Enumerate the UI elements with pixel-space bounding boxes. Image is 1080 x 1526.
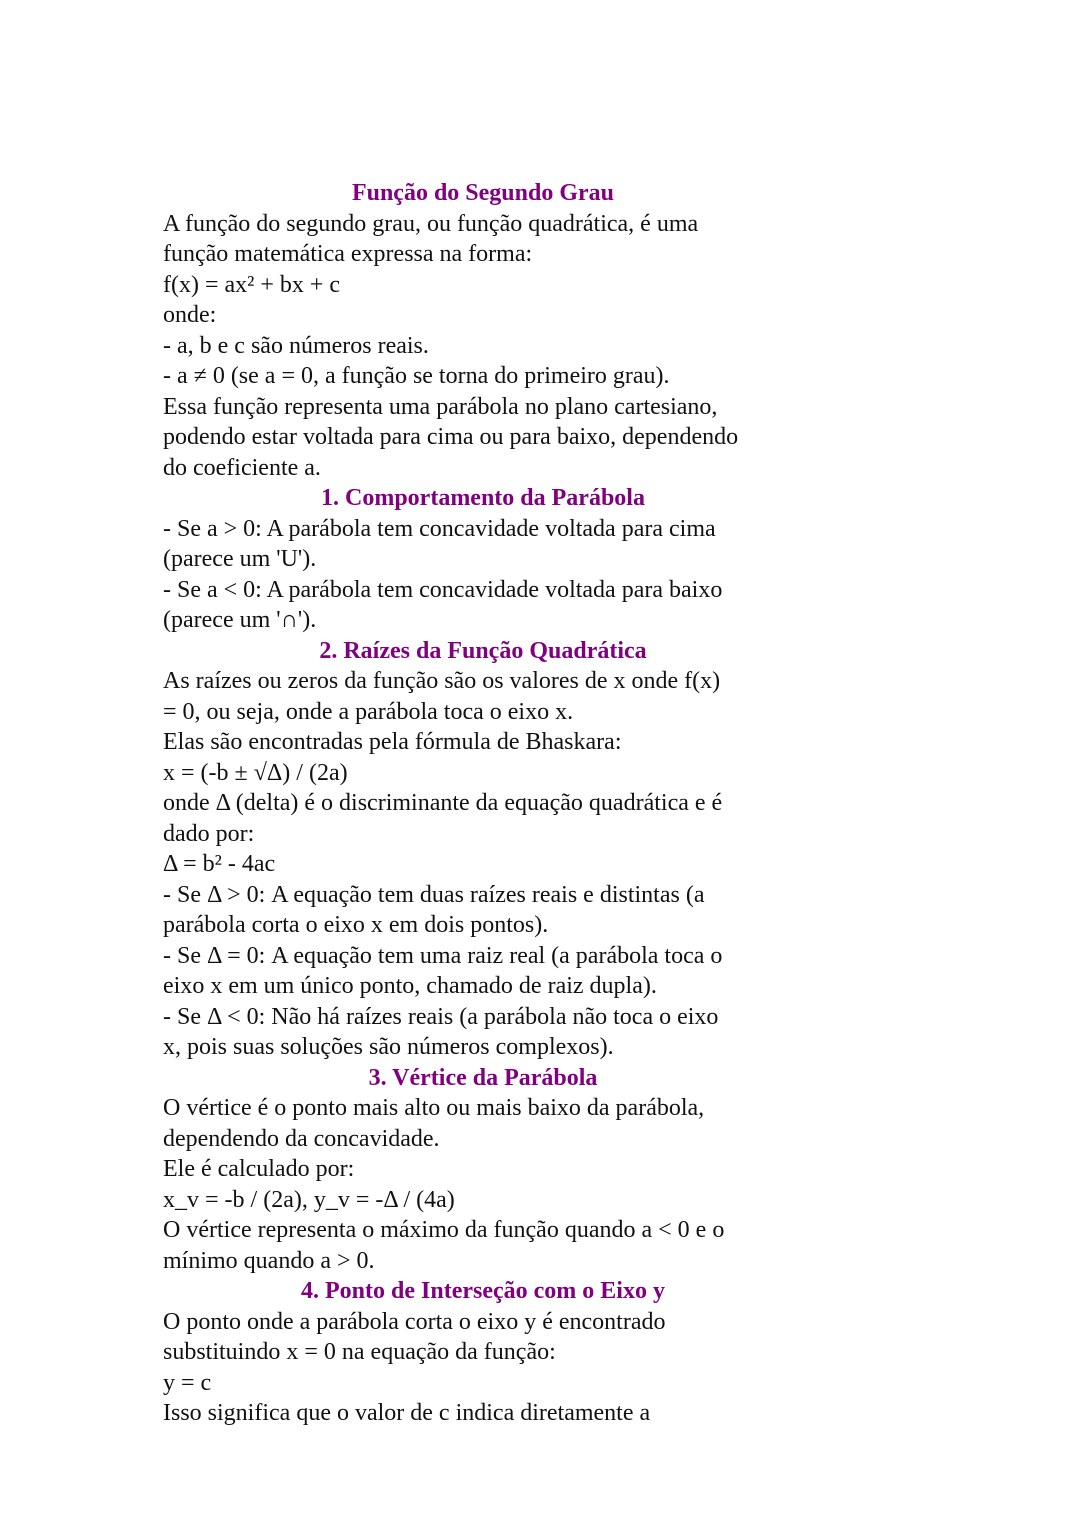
section-heading: 1. Comportamento da Parábola bbox=[321, 485, 645, 511]
text-line: (parece um 'U'). bbox=[163, 546, 317, 572]
text-line: onde: bbox=[163, 302, 217, 328]
formula-line: y = c bbox=[163, 1369, 212, 1396]
formula-line: Δ = b² - 4ac bbox=[163, 851, 276, 877]
section-heading: 3. Vértice da Parábola bbox=[368, 1064, 598, 1091]
text-line: - a ≠ 0 (se a = 0, a função se torna do primeiro grau). bbox=[163, 363, 670, 389]
intro-block bbox=[163, 209, 803, 484]
formula-line: f(x) = ax² + bx + c bbox=[163, 271, 341, 298]
text-line: Isso significa que o valor de c indica diretamente a bbox=[163, 1400, 651, 1426]
document-title: Função do Segundo Grau bbox=[351, 180, 615, 206]
text-line: O ponto onde a parábola corta o eixo y é encontrado bbox=[163, 1308, 666, 1335]
text-line: substituindo x = 0 na equação da função: bbox=[163, 1339, 556, 1365]
section-roots bbox=[163, 636, 803, 1063]
section-heading: 4. Ponto de Interseção com o Eixo y bbox=[301, 1278, 665, 1304]
text-line: onde Δ (delta) é o discriminante da equação quadrática e é bbox=[163, 790, 723, 816]
text-line: Ele é calculado por: bbox=[163, 1156, 355, 1182]
text-line: - a, b e c são números reais. bbox=[163, 332, 429, 359]
section-behavior bbox=[163, 483, 803, 636]
text-line: (parece um '∩'). bbox=[163, 607, 317, 633]
text-line: - Se Δ = 0: A equação tem uma raiz real (a parábola toca o bbox=[163, 942, 723, 969]
text-line: eixo x em um único ponto, chamado de raiz dupla). bbox=[163, 973, 657, 999]
text-line: parábola corta o eixo x em dois pontos). bbox=[163, 912, 549, 938]
text-line: função matemática expressa na forma: bbox=[163, 241, 533, 267]
text-line: dependendo da concavidade. bbox=[163, 1125, 440, 1152]
formula-line: x = (-b ± √Δ) / (2a) bbox=[163, 759, 348, 786]
text-line: - Se a < 0: A parábola tem concavidade voltada para baixo bbox=[163, 576, 723, 603]
text-line: podendo estar voltada para cima ou para baixo, dependendo bbox=[163, 424, 739, 450]
section-heading: 2. Raízes da Função Quadrática bbox=[319, 637, 647, 664]
text-line: Elas são encontradas pela fórmula de Bhaskara: bbox=[163, 729, 622, 755]
text-line: dado por: bbox=[163, 820, 255, 847]
section-vertex bbox=[163, 1063, 803, 1277]
text-line: A função do segundo grau, ou função quadrática, é uma bbox=[163, 210, 699, 237]
text-line: x, pois suas soluções são números complexos). bbox=[163, 1034, 614, 1060]
text-line: Essa função representa uma parábola no plano cartesiano, bbox=[163, 393, 718, 420]
text-line: - Se Δ < 0: Não há raízes reais (a parábola não toca o eixo bbox=[163, 1003, 719, 1030]
text-line: = 0, ou seja, onde a parábola toca o eixo x. bbox=[163, 698, 574, 725]
text-line: - Se Δ > 0: A equação tem duas raízes reais e distintas (a bbox=[163, 881, 705, 908]
document-page bbox=[163, 178, 803, 1429]
text-line: As raízes ou zeros da função são os valores de x onde f(x) bbox=[163, 668, 721, 694]
text-line: O vértice representa o máximo da função quando a < 0 e o bbox=[163, 1217, 725, 1243]
text-line: - Se a > 0: A parábola tem concavidade voltada para cima bbox=[163, 515, 716, 542]
text-line: mínimo quando a > 0. bbox=[163, 1247, 375, 1274]
text-line: do coeficiente a. bbox=[163, 454, 321, 481]
formula-line: x_v = -b / (2a), y_v = -Δ / (4a) bbox=[163, 1186, 455, 1213]
text-line: O vértice é o ponto mais alto ou mais baixo da parábola, bbox=[163, 1095, 705, 1121]
section-y-intercept bbox=[163, 1276, 803, 1429]
